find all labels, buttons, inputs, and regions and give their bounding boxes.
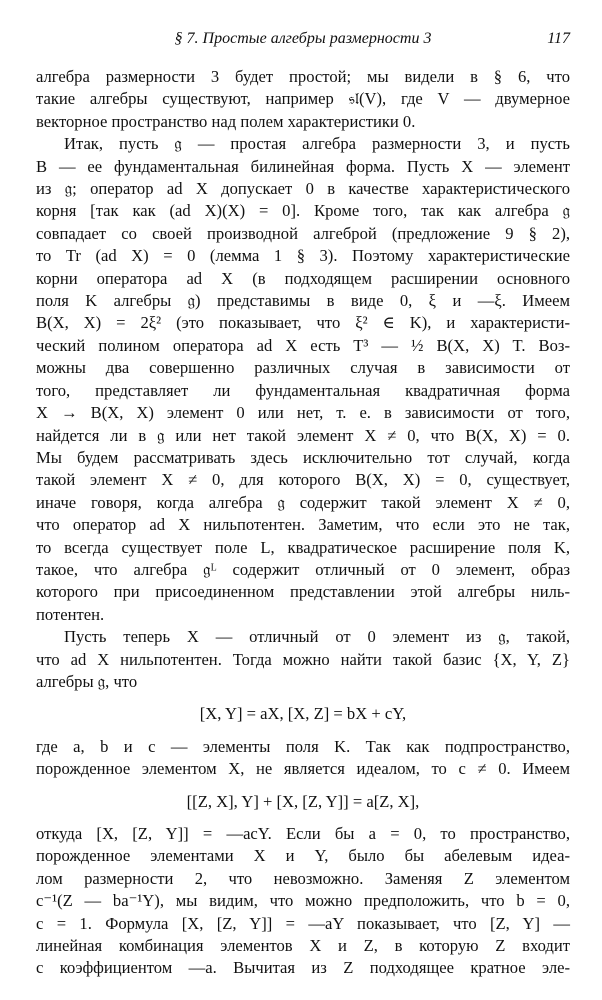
formula-1: [X, Y] = aX, [X, Z] = bX + cY,	[199, 704, 407, 724]
text-line: где a, b и c — элементы поля K. Так как подпространство,	[36, 736, 570, 756]
formula-2: [[Z, X], Y] + [X, [Z, Y]] = a[Z, X],	[186, 791, 420, 811]
page-number: 117	[547, 30, 570, 47]
text-line: с коэффициентом —a. Вычитая из Z подходящее кратное эле-	[36, 958, 570, 978]
text-line: линейная комбинация элементов X и Z, в которую Z входит	[36, 936, 570, 956]
text-line: иначе говоря, когда алгебра 𝔤 содержит такой элемент X ≠ 0,	[36, 492, 570, 512]
text-line: откуда [X, [Z, Y]] = —acY. Если бы a = 0, то пространство,	[36, 824, 570, 843]
text-line: Пусть теперь X — отличный от 0 элемент из 𝔤, такой,	[64, 627, 570, 647]
text-line: то всегда существует поле L, квадратическое расширение поля K,	[36, 537, 570, 557]
chapter-title: § 7. Простые алгебры размерности 3	[174, 30, 432, 47]
text-line: ческий полином оператора ad X есть T³ — ½ B(X, X) T. Воз-	[36, 335, 570, 355]
text-line: порожденное элементами X и Y, было бы абелевым идеа-	[36, 846, 570, 866]
paragraph-1	[36, 66, 570, 133]
text-line: что оператор ad X нильпотентен. Заметим, что если это не так,	[36, 515, 570, 535]
page-body	[36, 66, 570, 980]
text-line: векторное пространство над полем характеристики 0.	[36, 111, 416, 131]
text-line: потентен.	[36, 604, 105, 624]
text-line: найдется ли в 𝔤 или нет такой элемент X ≠ 0, что B(X, X) = 0.	[36, 425, 570, 445]
text-line: того, представляет ли фундаментальная квадратичная форма	[36, 380, 570, 400]
text-line: Итак, пусть 𝔤 — простая алгебра размерности 3, и пусть	[64, 134, 570, 154]
text-line: c = 1. Формула [X, [Z, Y]] = —aY показывает, что [Z, Y] —	[36, 913, 570, 933]
text-line: совпадает со своей производной алгеброй (предложение 9 § 2),	[36, 223, 570, 243]
text-line: лом размерности 2, что невозможно. Заменяя Z элементом	[36, 868, 570, 888]
text-line: алгебры 𝔤, что	[36, 671, 138, 691]
running-header	[36, 30, 570, 52]
text-line: B(X, X) = 2ξ² (это показывает, что ξ² ∈ K), и характеристи-	[36, 313, 570, 333]
paragraph-2	[36, 133, 570, 626]
text-line: B — ее фундаментальная билинейная форма. Пусть X — элемент	[36, 156, 570, 176]
text-line: то Tr (ad X) = 0 (лемма 1 § 3). Поэтому характеристические	[36, 246, 570, 266]
text-line: корни оператора ad X (в подходящем расширении основного	[36, 268, 570, 288]
text-line: c⁻¹(Z — ba⁻¹Y), мы видим, что можно предположить, что b = 0,	[36, 891, 570, 911]
paragraph-3	[36, 626, 570, 980]
text-line: такой элемент X ≠ 0, для которого B(X, X) = 0, существует,	[36, 470, 570, 490]
text-line: что ad X нильпотентен. Тогда можно найти такой базис {X, Y, Z}	[36, 649, 570, 669]
text-line: алгебра размерности 3 будет простой; мы видели в § 6, что	[36, 67, 570, 86]
text-line: такие алгебры существуют, например 𝔰𝔩(V), где V — двумерное	[36, 89, 570, 109]
text-line: из 𝔤; оператор ad X допускает 0 в качестве характеристического	[36, 179, 570, 199]
text-line: X → B(X, X) элемент 0 или нет, т. е. в зависимости от того,	[36, 403, 570, 423]
text-line: Мы будем рассматривать здесь исключительно тот случай, когда	[36, 447, 570, 467]
text-line: корня [так как (ad X)(X) = 0]. Кроме того, так как алгебра 𝔤	[36, 201, 570, 221]
text-line: порожденное элементом X, не является идеалом, то c ≠ 0. Имеем	[36, 759, 570, 779]
text-line: такое, что алгебра 𝔤ᴸ содержит отличный от 0 элемент, образ	[36, 559, 570, 579]
text-line: можны два совершенно различных случая в зависимости от	[36, 358, 570, 378]
text-line: которого при присоединенном представлении этой алгебры ниль-	[36, 582, 570, 602]
text-line: поля K алгебры 𝔤) представимы в виде 0, ξ и —ξ. Имеем	[36, 291, 570, 311]
